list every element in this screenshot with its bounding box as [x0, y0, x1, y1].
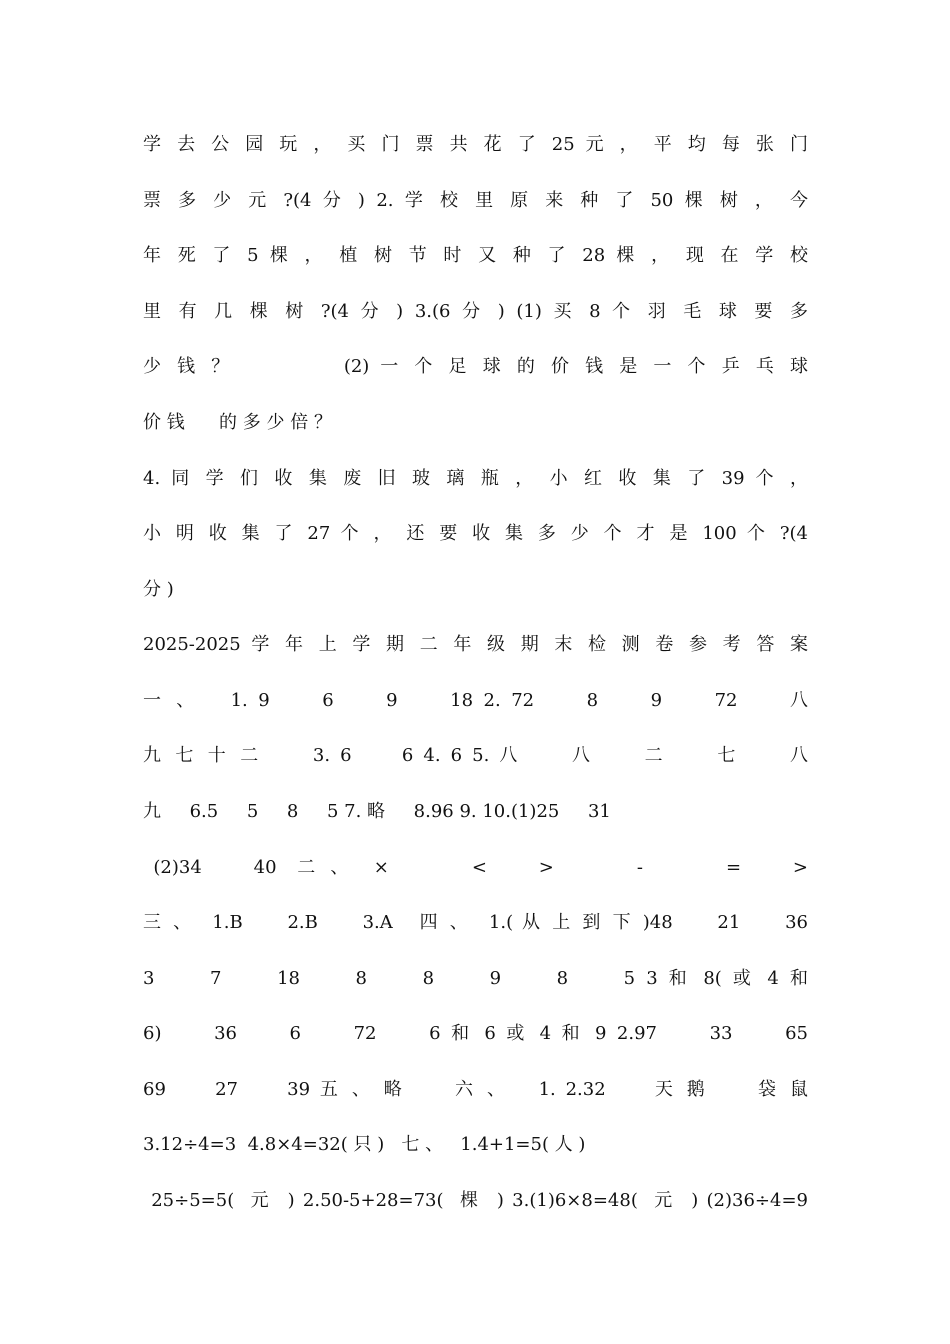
- text-line: 年 死 了 5 棵 ， 植 树 节 时 又 种 了 28 棵 ， 现 在 学 校: [143, 245, 808, 266]
- text-line: 69 27 39 五 、 略 六 、 1. 2.32 天 鹅 袋 鼠: [143, 1079, 808, 1100]
- answer-key-title: 2025-2025 学 年 上 学 期 二 年 级 期 末 检 测 卷 参 考 答 案: [143, 634, 808, 655]
- text-line: 3 7 18 8 8 9 8 5 3 和 8( 或 4 和: [143, 968, 808, 989]
- text-line: (2)34 40 二 、 × < > - = >: [143, 857, 808, 878]
- text-line: 里 有 几 棵 树 ?(4 分 ) 3.(6 分 ) (1) 买 8 个 羽 毛 球 要 多: [143, 301, 808, 322]
- text-line: 九 七 十 二 3. 6 6 4. 6 5. 八 八 二 七 八: [143, 745, 808, 766]
- text-line: 一 、 1. 9 6 9 18 2. 72 8 9 72 八: [143, 690, 808, 711]
- text-line: 票 多 少 元 ?(4 分 ) 2. 学 校 里 原 来 种 了 50 棵 树 ， 今: [143, 190, 808, 211]
- text-line: 小 明 收 集 了 27 个 ， 还 要 收 集 多 少 个 才 是 100 个 ?(4: [143, 523, 808, 544]
- text-line: 价 钱 的 多 少 倍 ？: [143, 412, 332, 433]
- text-line: 3.12÷4=3 4.8×4=32( 只 ) 七 、 1.4+1=5( 人 ): [143, 1134, 586, 1155]
- text-line: 4. 同 学 们 收 集 废 旧 玻 璃 瓶 ， 小 红 收 集 了 39 个 ，: [143, 468, 808, 489]
- text-line: 三 、 1.B 2.B 3.A 四 、 1.( 从 上 到 下 )48 21 36: [143, 912, 808, 933]
- text-line: 6) 36 6 72 6 和 6 或 4 和 9 2.97 33 65: [143, 1023, 808, 1044]
- text-line: 25÷5=5( 元 ) 2.50-5+28=73( 棵 ) 3.(1)6×8=48( 元 ) (2)36÷4=9: [143, 1190, 808, 1211]
- text-line: 九 6.5 5 8 5 7. 略 8.96 9. 10.(1)25 31: [143, 801, 611, 822]
- text-line: 分 ): [143, 579, 174, 600]
- text-line: 少 钱 ？ (2) 一 个 足 球 的 价 钱 是 一 个 乒 乓 球: [143, 356, 808, 377]
- text-line: 学 去 公 园 玩 ， 买 门 票 共 花 了 25 元 ， 平 均 每 张 门: [143, 134, 808, 155]
